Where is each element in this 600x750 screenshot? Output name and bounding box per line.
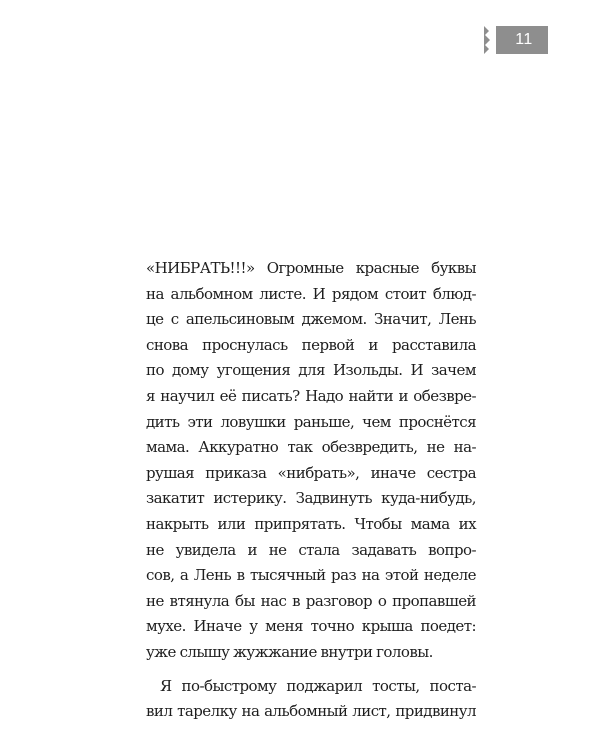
paragraph-line: це с апельсиновым джемом. Значит, Лень	[146, 310, 476, 329]
page-number: 11	[515, 31, 533, 48]
paragraph-line: уже слышу жужжание внутри головы.	[146, 642, 433, 661]
paragraph-line: вил тарелку на альбомный лист, придвинул	[146, 702, 476, 721]
paragraph-line: мама. Аккуратно так обезвредить, не на-	[146, 438, 476, 457]
paragraph-line: по дому угощения для Изольды. И зачем	[146, 361, 476, 380]
paragraph-line: закатит истерику. Задвинуть куда-нибудь,	[146, 489, 476, 508]
paragraph-line: мухе. Иначе у меня точно крыша поедет:	[146, 617, 476, 636]
paragraph-line: Я по-быстрому поджарил тосты, поста-	[160, 676, 476, 695]
paragraph-line: накрыть или припрятать. Чтобы мама их	[146, 514, 476, 533]
paragraph-line: сов, а Лень в тысячный раз на этой неделе	[146, 566, 476, 585]
paragraph-line: на альбомном листе. И рядом стоит блюд-	[146, 284, 476, 303]
paragraph-line: не втянула бы нас в разговор о пропавшей	[146, 591, 476, 610]
tab-notch-icon	[484, 26, 496, 54]
paragraph-line: снова проснулась первой и расставила	[146, 335, 476, 354]
paragraph-line: «НИБРАТЬ!!!» Огромные красные буквы	[146, 259, 476, 277]
paragraph-line: дить эти ловушки раньше, чем проснётся	[146, 412, 476, 431]
page-number-tab	[484, 26, 548, 54]
paragraph-line: рушая приказа «нибрать», иначе сестра	[146, 463, 476, 482]
paragraph-line: не увидела и не стала задавать вопро-	[146, 540, 476, 559]
body-text	[146, 256, 476, 725]
paragraph-line: я научил её писать? Надо найти и обезвре-	[146, 386, 476, 405]
